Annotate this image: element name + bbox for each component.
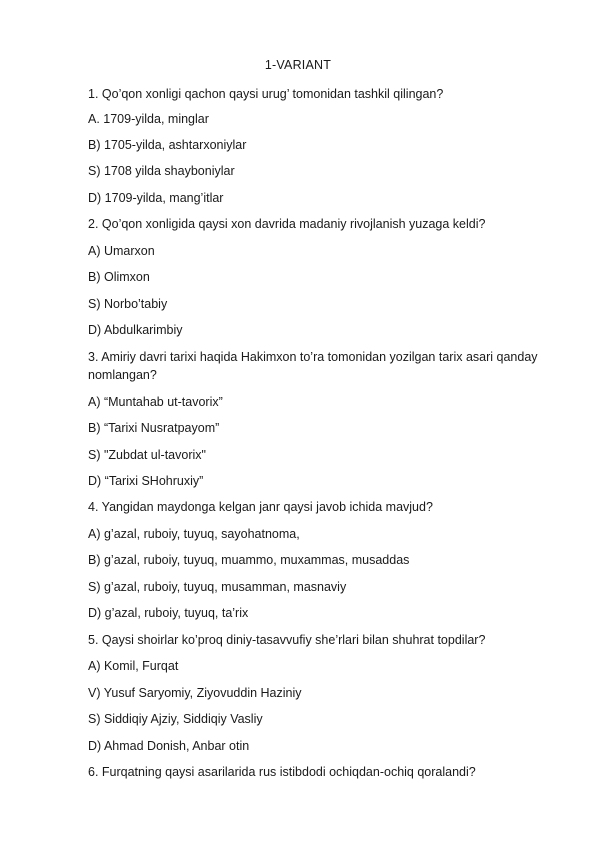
question-1-text: 1. Qo’qon xonligi qachon qaysi urug’ tomonidan tashkil qilingan? <box>88 87 444 101</box>
question-1-option-b: B) 1705-yilda, ashtarxoniylar <box>88 138 247 152</box>
question-3-option-b: B) “Tarixi Nusratpayom” <box>88 421 220 435</box>
question-5-option-a: A) Komil, Furqat <box>88 659 179 673</box>
question-4-option-a: A) g’azal, ruboiy, tuyuq, sayohatnoma, <box>88 527 300 541</box>
question-1-option-d: D) 1709-yilda, mang’itlar <box>88 191 224 205</box>
question-5-option-v: V) Yusuf Saryomiy, Ziyovuddin Haziniy <box>88 686 302 700</box>
question-5-text: 5. Qaysi shoirlar ko’proq diniy-tasavvufiy she’rlari bilan shuhrat topdilar? <box>88 633 486 647</box>
variant-title: 1-VARIANT <box>264 58 332 72</box>
question-2-option-b: B) Olimxon <box>88 270 150 284</box>
question-1-option-a: A. 1709-yilda, minglar <box>88 112 209 126</box>
question-4-option-s: S) g’azal, ruboiy, tuyuq, musamman, masnaviy <box>88 580 347 594</box>
question-4-option-d: D) g’azal, ruboiy, tuyuq, ta’rix <box>88 606 249 620</box>
question-1-option-s: S) 1708 yilda shayboniylar <box>88 164 235 178</box>
question-6-text: 6. Furqatning qaysi asarilarida rus istibdodi ochiqdan-ochiq qoralandi? <box>88 765 476 779</box>
question-5-option-d: D) Ahmad Donish, Anbar otin <box>88 739 250 753</box>
question-2-option-d: D) Abdulkarimbiy <box>88 323 183 337</box>
question-3-option-s: S) "Zubdat ul-tavorix" <box>88 448 206 462</box>
question-3-option-d: D) “Tarixi SHohruxiy” <box>88 474 204 488</box>
question-3-option-a: A) “Muntahab ut-tavorix” <box>88 395 223 409</box>
question-3-text: 3. Amiriy davri tarixi haqida Hakimxon to’ra tomonidan yozilgan tarix asari qanday nomlangan? <box>88 350 538 382</box>
question-5-option-s: S) Siddiqiy Ajziy, Siddiqiy Vasliy <box>88 712 263 726</box>
question-4-option-b: B) g’azal, ruboiy, tuyuq, muammo, muxammas, musaddas <box>88 553 410 567</box>
question-2-text: 2. Qo’qon xonligida qaysi xon davrida madaniy rivojlanish yuzaga keldi? <box>88 217 486 231</box>
question-4-text: 4. Yangidan maydonga kelgan janr qaysi javob ichida mavjud? <box>88 500 433 514</box>
question-2-option-s: S) Norbo’tabiy <box>88 297 168 311</box>
question-2-option-a: A) Umarxon <box>88 244 155 258</box>
